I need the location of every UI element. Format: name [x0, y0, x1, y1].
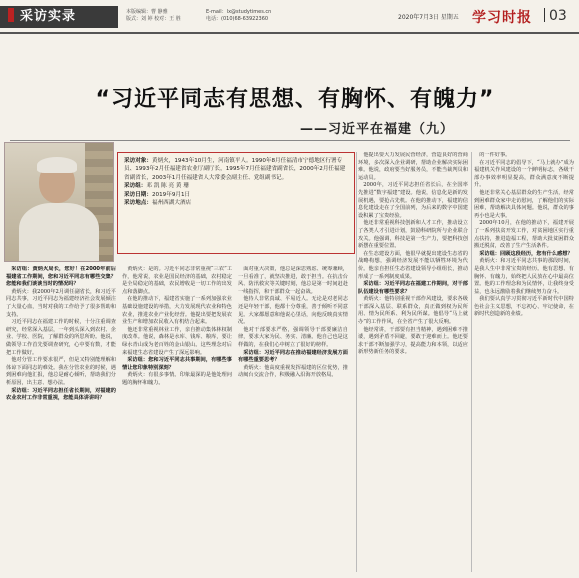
question-paragraph: 采访组：您和习近平同志共事期间，有哪些事情让您印象特别深刻？	[122, 357, 232, 371]
answer-paragraph: 黄炳火：是的。习近平同志非常重视“三农”工作，他常说，农业是国民经济的基础，农村稳定是全局稳定的基础，农民增收是一切工作的出发点和落脚点。	[122, 266, 232, 295]
interview-date	[124, 191, 348, 199]
answer-paragraph: 2000年10月，在他的推动下，福建开展了一系列扶贫开发工作，对贫困地区实行重点扶持，推进造福工程，帮助大批贫困群众搬迁脱贫，改善了生产生活条件。	[474, 220, 574, 250]
text-column-4	[358, 152, 468, 574]
answer-paragraph: 习近平同志在福建工作的时候，十分注重调查研究，经常深入基层，一年到头深入到农村、企业、学校、医院，了解群众的所思所盼。他说，做领导工作首先要调查研究，心中要有数，才能把工作做好。	[6, 319, 116, 356]
answer-paragraph: 他还非常关心基层群众的生产生活，经常到困难群众家中走访慰问，了解他们的实际困难，帮助解决具体问题。他说，群众的事再小也是大事。	[474, 189, 574, 219]
page-header	[0, 0, 579, 34]
text-column-1	[6, 266, 116, 574]
info-label: 采访地点：	[124, 200, 152, 207]
answer-paragraph: 黄炳火：我2000年2月调任副省长，和习近平同志共事，习近平同志为福建经济社会发展倾注了大量心血，当时对我的工作给予了很多帮助和支持。	[6, 288, 116, 318]
page-number-value: 03	[549, 8, 567, 24]
article-headline: “习近平同志有思想、有胸怀、有魄力”	[95, 87, 495, 112]
text-column-5	[474, 152, 574, 574]
page-number	[544, 8, 567, 24]
text-column-3	[238, 266, 348, 574]
question-paragraph: 采访组：回顾这段经历，您有什么感想？	[479, 250, 573, 257]
info-value: 福州西湖大酒店	[151, 200, 192, 207]
editor-line: 版式：刘 婷 校对：王 胜	[126, 16, 181, 22]
contact-info	[206, 9, 271, 23]
answer-paragraph: 他提出要大力发展民营经济，营造良好的营商环境，多次深入企业调研，帮助企业解决实际困难。他说，政府要当好服务员，不能当裁判员和运动员。	[358, 152, 468, 181]
contact-line: E-mail：lx@studytimes.cn	[206, 9, 272, 15]
editor-info	[126, 9, 181, 23]
answer-paragraph: 在习近平同志的倡导下，“马上就办”成为福建机关作风建设的一个鲜明标志，各级干部办事效率明显提高，群众满意度不断提升。	[474, 159, 574, 189]
answer-paragraph: 他待人非常真诚、平易近人。无论是对老同志还是年轻干部，他都十分尊重，善于倾听不同意见。大家都愿意和他说心里话，向他反映真实情况。	[238, 296, 348, 326]
interview-team	[124, 182, 348, 190]
info-value: 2019年9月1日	[151, 191, 191, 198]
info-label: 采访对象：	[124, 158, 152, 164]
section-title: 采访实录	[20, 9, 77, 24]
article-subhead: ——习近平在福建（九）	[300, 122, 455, 137]
newspaper-name: 学习时报	[472, 10, 532, 26]
answer-paragraph: 面对重大决策，他总是深思熟虑、统筹兼顾，一旦看准了，就坚决推进，敢于担当。在抗击台风、防汛救灾等关键时刻，他总是第一时间赶赴一线指挥，和干部群众一起奋战。	[238, 266, 348, 295]
page-number-divider	[544, 8, 545, 22]
question-paragraph: 采访组：黄炳火局长，您好！在2000年前后福建省工作期间，您和习近平同志有哪些交集？您能和我们谈谈当时的情况吗？	[6, 266, 116, 288]
section-tag	[0, 6, 118, 28]
answer-paragraph: 黄炳火：和习近平同志共事的那段时间，是我人生中非常宝贵的经历。他有思想、有胸怀、有魄力，始终把人民放在心中最高位置。他的工作理念和为民情怀，让我终身受益，也永远激励着我们继续努力奋斗。	[474, 258, 574, 295]
column-rule	[356, 152, 357, 572]
answer-paragraph: 他经常讲，干部要有担当精神，遇到困难不推诿，遇到矛盾不回避，要敢于迎难而上。他还要求干部不断加强学习，提高能力和本领，以适应新形势新任务的要求。	[358, 326, 468, 356]
contact-line: 电话：(010)68-63922360	[206, 16, 269, 22]
answer-paragraph: 黄炳火：他高度重视发挥福建的区位优势，推动闽台交流合作，积极融入沿海开放格局。	[238, 364, 348, 379]
answer-paragraph: 在他的推动下，福建省实施了一系列加强农业基础设施建设的举措，大力发展现代农业和特色农业，推进农业产业化经营。他提出要把发展农业生产和增加农民收入有机结合起来。	[122, 296, 232, 326]
photo-figure-body	[19, 203, 99, 262]
info-value: 邓 凯 陈 亮 黄 珊	[146, 183, 189, 190]
interview-place	[124, 199, 348, 207]
issue-date: 2020年7月3日 星期五	[398, 14, 459, 21]
answer-paragraph: 他还非常重视科技创新和人才工作，推动设立了各类人才引进计划，鼓励科研院所与企业联合攻关。他强调，科技是第一生产力，要把科技创新摆在重要位置。	[358, 220, 468, 250]
section-marker-icon	[8, 8, 14, 22]
answer-paragraph: 他还非常重视林业工作，亲自推动集体林权制度改革。他说，森林是水库、钱库、粮库，要让绿水青山成为老百姓的金山银山。这些理念对后来福建生态省建设产生了深远影响。	[122, 326, 232, 356]
interview-info-box	[117, 152, 355, 254]
question-paragraph: 采访组：习近平同志在推动福建经济发展方面有哪些重要思考？	[238, 349, 348, 364]
info-label: 采访日期：	[124, 191, 152, 198]
question-paragraph: 采访组：习近平同志担任省长期间，对福建的农业农村工作非常重视，您能具体讲讲吗？	[6, 387, 116, 402]
column-rule	[471, 152, 472, 572]
answer-paragraph: 的一件好事。	[479, 152, 511, 158]
editor-line: 本版编辑：曹 静雅	[126, 9, 168, 15]
interviewee-photo	[4, 142, 114, 262]
info-label: 采访组：	[124, 183, 147, 190]
interview-subject	[124, 157, 348, 182]
answer-paragraph: 我们要认真学习贯彻习近平新时代中国特色社会主义思想，不忘初心、牢记使命，在新时代创造新的业绩。	[474, 296, 574, 318]
answer-paragraph: 2000年，习近平同志担任省长后，在全国率先推进“数字福建”建设。他说，信息化是新的发展机遇，要抢占先机。在他的推动下，福建的信息化建设走在了全国前列，为后来的数字中国建设积累了宝贵经验。	[358, 182, 468, 219]
info-value: 黄炳火，1943年10月生，河南镇平人。1990年8月任福清市宁德地区行署专员、1993年2月任福建省农业厅副厅长，1995年7月任福建省副省长，2000年2月任福建省副省长，2003年1月任福建省人大常委会副主任、党组副书记。	[124, 158, 346, 181]
text-column-2	[122, 266, 232, 574]
question-paragraph: 采访组：习近平同志在福建工作期间，对干部队伍建设有哪些要求？	[358, 281, 468, 295]
answer-paragraph: 黄炳火：有很多事情。印象最深的是他处理问题的胸怀和魄力。	[122, 372, 232, 386]
photo-figure-hair	[37, 157, 77, 173]
answer-paragraph: 他对分管工作要求很严，但是又特别能理解和体谅下面同志的难处。我在分管农业的时候，遇到困难向他汇报，他总是耐心倾听，帮助我们分析原因，出主意、想办法。	[6, 357, 116, 386]
answer-paragraph: 他对干部要求严格，强调领导干部要廉洁自律，要求大家为民、务实、清廉。他自己也是这样做的，在我们心中树立了很好的榜样。	[238, 326, 348, 348]
answer-paragraph: 黄炳火：他特别重视干部作风建设，要求各级干部深入基层、联系群众，真正做到权为民所用、情为民所系、利为民所谋。他倡导“马上就办”的工作作风，在全省产生了很大反响。	[358, 296, 468, 326]
answer-paragraph: 在生态建设方面，他很早就提出建设生态省的战略构想，强调经济发展不能以牺牲环境为代价。他亲自担任生态省建设领导小组组长，推动形成了一系列制度成果。	[358, 250, 468, 280]
divider	[10, 140, 570, 141]
